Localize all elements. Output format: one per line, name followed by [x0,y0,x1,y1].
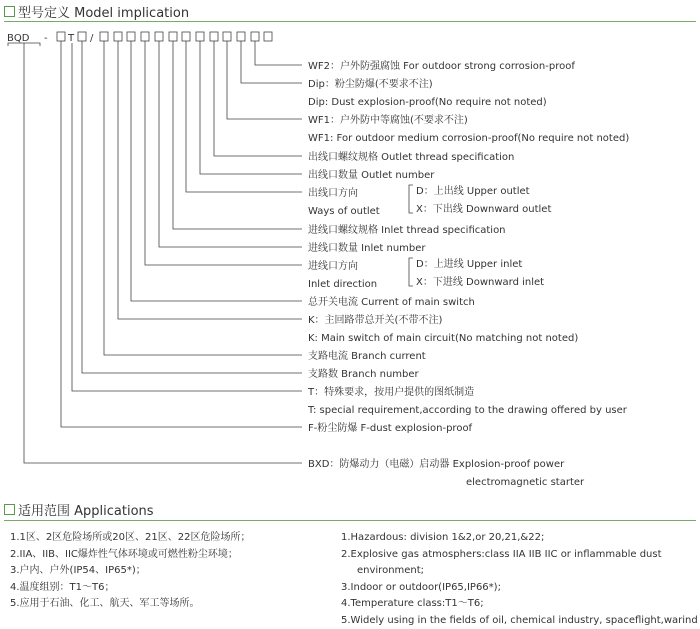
desc-branch-current: 支路电流 Branch current [308,349,426,362]
desc-outlet-number: 出线口数量 Outlet number [308,168,435,181]
outlet-option-up: D：上出线 Upper outlet [416,184,530,197]
desc-f: F-粉尘防爆 F-dust explosion-proof [308,421,473,434]
code-dash: - [44,33,48,44]
applications-cn-list [10,530,330,613]
desc-k-en: K: Main switch of main circuit(No matching not noted) [308,333,578,344]
desc-outlet-thread: 出线口螺纹规格 Outlet thread specification [308,150,514,163]
code-box-branch-current [114,32,122,41]
application-cn-item: 5.应用于石油、化工、航天、军工等场所。 [10,596,330,613]
application-en-item: 1.Hazardous: division 1&2,or 20,21,&22; [341,530,693,547]
desc-main-switch-current: 总开关电流 Current of main switch [308,295,475,308]
desc-wf1-en: WF1: For outdoor medium corrosion-proof(No require not noted) [308,133,629,144]
desc-outlet-direction-cn: 出线口方向 [308,186,358,199]
desc-wf2: WF2：户外防强腐蚀 For outdoor strong corrosion-proof [308,59,575,72]
applications-section-header [4,500,154,519]
desc-wf1-cn: WF1：户外防中等腐蚀(不要求不注) [308,113,468,126]
code-box-t [78,32,86,41]
code-box-outlet-direction [196,32,204,41]
inlet-option-down: X：下进线 Downward inlet [416,275,544,288]
desc-bxd: BXD：防爆动力（电磁）启动器 Explosion-proof power [308,457,565,470]
desc-dip-en: Dip: Dust explosion-proof(No require not noted) [308,97,547,108]
application-cn-item: 2.IIA、IIB、IIC爆炸性气体环境或可燃性粉尘环境； [10,547,330,564]
section-square-icon [4,504,15,515]
code-box-branch-number [100,32,108,41]
application-en-item: 2.Explosive gas atmosphers:class IIA IIB IIC or inflammable dust environment; [341,547,693,580]
inlet-option-up: D：上进线 Upper inlet [416,257,522,270]
applications-section-rule [4,520,696,521]
application-en-item: 5.Widely using in the fields of oil, chemical industry, spaceflight,warind [341,613,693,629]
desc-branch-number: 支路数 Branch number [308,367,420,380]
desc-inlet-number: 进线口数量 Inlet number [308,241,426,254]
desc-outlet-direction-en: Ways of outlet [308,206,380,217]
code-box-inlet-thread [182,32,190,41]
code-letters [7,33,94,44]
code-t-letter: T [67,33,75,44]
code-box-main-current [141,32,149,41]
desc-k-cn: K：主回路带总开关(不带不注) [308,313,442,326]
applications-en-list [341,530,693,629]
code-prefix: BQD [7,33,30,44]
desc-inlet-direction-cn: 进线口方向 [308,259,358,272]
desc-dip-cn: Dip：粉尘防爆(不要求不注) [308,77,433,90]
code-box-outlet-thread [223,32,231,41]
desc-inlet-thread: 进线口螺纹规格 Inlet thread specification [308,223,506,236]
desc-t-en: T: special requirement,according to the drawing offered by user [307,405,628,416]
code-box-k [127,32,135,41]
code-box-inlet-number [169,32,177,41]
application-en-item: 4.Temperature class:T1～T6; [341,596,693,613]
code-box-inlet-direction [155,32,163,41]
application-cn-item: 4.温度组别：T1～T6； [10,580,330,597]
desc-bxd-cont: electromagnetic starter [466,477,585,488]
application-cn-item: 3.户内、户外(IP54、IP65*)； [10,563,330,580]
code-box-f [57,32,65,41]
outlet-option-down: X：下出线 Downward outlet [416,202,551,215]
application-cn-item: 1.1区、2区危险场所或20区、21区、22区危险场所； [10,530,330,547]
code-box-dip [251,32,259,41]
code-box-outlet-number [210,32,218,41]
desc-inlet-direction-en: Inlet direction [308,279,377,290]
description-texts [307,59,629,488]
code-box-wf1 [237,32,245,41]
applications-section-title: 适用范围 Applications [18,504,154,519]
code-slash: / [90,33,94,44]
model-section-title: 型号定义 Model implication [18,6,189,21]
code-box-wf2 [264,32,272,41]
application-en-item: 3.Indoor or outdoor(IP65,IP66*); [341,580,693,597]
desc-t-cn: T：特殊要求，按用户提供的图纸制造 [307,385,474,398]
